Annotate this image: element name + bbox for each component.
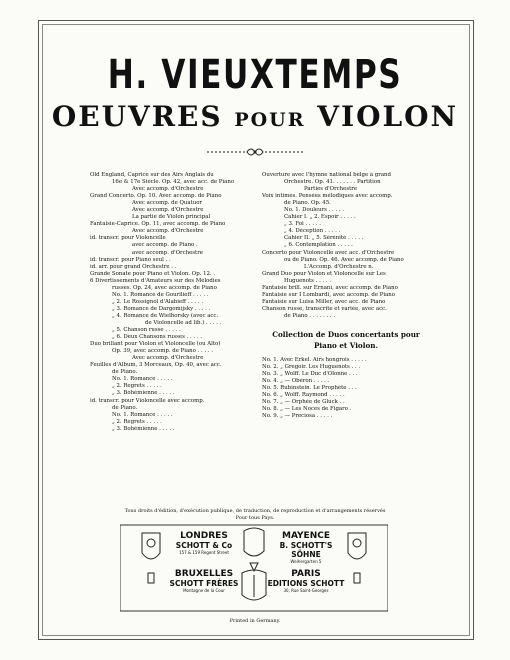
work-entry: „ 3. Bohémienne . . . . .	[112, 390, 175, 397]
work-entry: de Piano.	[112, 369, 138, 376]
work-entry: „ 5. Chanson russe . . . . .	[112, 327, 181, 334]
mainz-firm: B. SCHOTT'S SÖHNE	[279, 541, 333, 559]
duos-title: Collection de Duos concertants pour	[272, 329, 420, 339]
work-entry: ou de Piano. Op. 46. Avec accomp. de Piano	[284, 256, 404, 263]
works-list-right	[262, 172, 430, 420]
work-entry: Avec accomp. d'Orchestre	[132, 207, 204, 214]
duo-entry: No. 9. „ — Preciosa . . . . .	[262, 413, 333, 420]
work-entry: 16e & 17e Siècle. Op. 42, avec acc. de Piano	[112, 179, 235, 186]
work-entry: Fantaisie brill. sur Ernani, avec accomp. de Piano	[262, 284, 398, 291]
work-entry: Avec accomp. d'Orchestre	[132, 228, 204, 235]
work-entry: „ 6. Deux Chansons russes . . . . .	[112, 334, 203, 341]
work-entry: „ 6. Contemplation . . . . .	[284, 242, 353, 249]
duo-entry: No. 3. „ Wolff. Le Duc d'Olonne . . .	[262, 371, 358, 378]
work-entry: id. transcr. pour Violoncelle avec accomp.	[90, 397, 205, 404]
work-entry: „ 3. Romance de Dargomijsky . . . . .	[112, 305, 211, 312]
work-entry: id. transcr. pour Violoncelle	[90, 235, 166, 242]
work-entry: Op. 39, avec accomp. de Piano . . . . .	[112, 348, 214, 355]
paris-firm: EDITIONS SCHOTT	[267, 579, 345, 588]
work-entry: Duo brillant pour Violon et Violoncelle (ou Alto)	[90, 341, 221, 348]
work-entry: Voix intimes. Pensées mélodiques avec accomp.	[262, 193, 393, 200]
duos-subtitle: Piano et Violon.	[314, 340, 378, 350]
work-entry: russes. Op. 24, avec accomp. de Piano	[112, 284, 217, 291]
works-list-left	[90, 172, 262, 433]
brussels-city: BRUXELLES	[174, 569, 234, 579]
work-entry: avec accomp. d'Orchestre	[132, 249, 203, 256]
work-entry: de Violoncelle ad lib.) . . . . .	[145, 319, 222, 326]
work-entry: Orchestre. Op. 41. . . . . . . Partition	[284, 179, 381, 186]
work-entry: Avec accomp. d'Orchestre	[132, 186, 204, 193]
work-entry: Grand Duo pour Violon et Violoncelle sur Les	[262, 270, 386, 277]
duo-entry: No. 5. Rubinstein. Le Prophète . . .	[262, 385, 357, 392]
brussels-firm: SCHOTT FRÈRES	[169, 579, 239, 588]
composer-name: H. VIEUXTEMPS	[107, 52, 403, 98]
london-city: LONDRES	[180, 531, 228, 541]
london-firm: SCHOTT & Co	[175, 541, 233, 550]
work-entry: No. 1. Douleurs . . . . .	[284, 207, 345, 214]
work-entry: Parties d'Orchestre	[304, 186, 358, 193]
mainz-address: Weihergarten 5	[290, 559, 322, 564]
duo-entry: No. 1. Avec Erkel. Airs hongrois . . . . .	[262, 356, 367, 363]
publisher-block	[120, 523, 388, 615]
work-entry: Chanson russe, transcrite et variée, avec acc.	[262, 305, 387, 312]
duo-entry: No. 2. „ Gregoir. Les Huguenots . . .	[262, 364, 361, 371]
publisher-paris	[266, 569, 346, 593]
brussels-address: Montagne de la Cour	[183, 588, 225, 593]
work-entry: „ 3. Foi . . . . .	[284, 221, 321, 228]
work-entry: Grand Concerto. Op. 10. Avec accomp. de Piano	[90, 193, 222, 200]
rights-line-countries: Pour tous Pays.	[235, 515, 275, 521]
work-entry: „ 4. Romance de Wielhorsky (avec acc.	[112, 312, 219, 319]
work-entry: Cahier I. „ 2. Espoir . . . . .	[284, 214, 356, 221]
publisher-crests-icon	[120, 523, 388, 615]
publisher-london	[164, 531, 244, 555]
rights-line: Tous droits d'édition, d'exécution publique, de traduction, de reproduction et d'arrangements réservés	[124, 508, 386, 514]
work-entry: No. 1. Romance . . . . .	[112, 376, 173, 383]
work-entry: „ 2. Le Rossignol d'Alabieff . . . . .	[112, 298, 204, 305]
work-entry: id. transcr. pour Piano seul . .	[90, 256, 171, 263]
work-entry: Old England, Caprice sur des Airs Anglais du	[90, 172, 214, 178]
work-entry: „ 4. Déception . . . . .	[284, 228, 341, 235]
subtitle	[0, 100, 510, 133]
publisher-mainz	[266, 531, 346, 564]
work-entry: No. 1. Romance de Gourilieff . . . . .	[112, 291, 209, 298]
work-entry: „ 3. Bohémienne . . . . .	[112, 425, 175, 432]
rights-notice	[0, 508, 510, 522]
subtitle-word-violon: VIOLON	[317, 100, 459, 133]
paris-city: PARIS	[291, 569, 321, 579]
work-entry: La partie de Violon principal	[132, 214, 211, 221]
work-entry: Avec accomp. d'Orchestre	[132, 355, 204, 362]
ornament-divider-icon	[205, 146, 305, 158]
duo-entry: No. 8. „ — Les Noces de Figaro .	[262, 406, 352, 413]
subtitle-word-oeuvres: OEUVRES	[51, 100, 223, 133]
work-entry: de Piano. Op. 45.	[284, 200, 331, 207]
work-entry: Huguenots . . . . .	[284, 277, 332, 284]
work-entry: de Piano . . . . . . . .	[284, 312, 336, 319]
printed-in-germany: Printed in Germany.	[229, 618, 281, 624]
work-entry: Fantaisie sur I Lombardi, avec accomp. de Piano	[262, 291, 396, 298]
duo-entry: No. 4. „ — Obéron . . . . .	[262, 378, 330, 385]
work-entry: Avec accomp. de Quatuor	[132, 200, 203, 207]
work-entry: id. arr. pour grand Orchestre . .	[90, 263, 177, 270]
publisher-brussels	[164, 569, 244, 593]
paris-address: 30, Rue Saint-Georges	[283, 588, 329, 593]
work-entry: Fantaisie sur Luisa Miller, avec acc. de Piano	[262, 298, 386, 305]
work-entry: „ 2. Regrets . . . . .	[112, 383, 162, 390]
work-entry: Feuilles d'Album, 3 Morceaux, Op. 40, avec acc.	[90, 362, 222, 369]
work-entry: Grande Sonate pour Piano et Violon. Op. 12. .	[90, 270, 216, 277]
subtitle-word-pour: POUR	[234, 109, 306, 131]
work-entry: de Piano.	[112, 404, 138, 411]
work-entry: Fantaisie-Caprice. Op. 11, avec accomp. de Piano	[90, 221, 226, 228]
work-entry: 6 Divertissements d'Amateurs sur des Mélodies	[90, 277, 221, 284]
work-entry: Concerto pour Violoncelle avec acc. d'Orchestre	[262, 249, 395, 256]
work-entry: avec accomp. de Piano .	[132, 242, 198, 249]
duo-entry: No. 7. „ — Orphée de Gluck . .	[262, 399, 345, 406]
work-entry: L'Accomp. d'Orchestre n.	[304, 263, 374, 270]
duo-entry: No. 6. „ Wolff. Raymond . . . . .	[262, 392, 345, 399]
work-entry: Cahier II. „ 5. Sérénité . . . . .	[284, 235, 364, 242]
london-address: 157 & 159 Regent Street	[179, 550, 229, 555]
work-entry: Ouverture avec l'hymne national belge à grand	[262, 172, 391, 178]
work-entry: No. 1. Romance . . . . .	[112, 411, 173, 418]
work-entry: „ 2. Regrets . . . . .	[112, 418, 162, 425]
mainz-city: MAYENCE	[281, 531, 330, 541]
